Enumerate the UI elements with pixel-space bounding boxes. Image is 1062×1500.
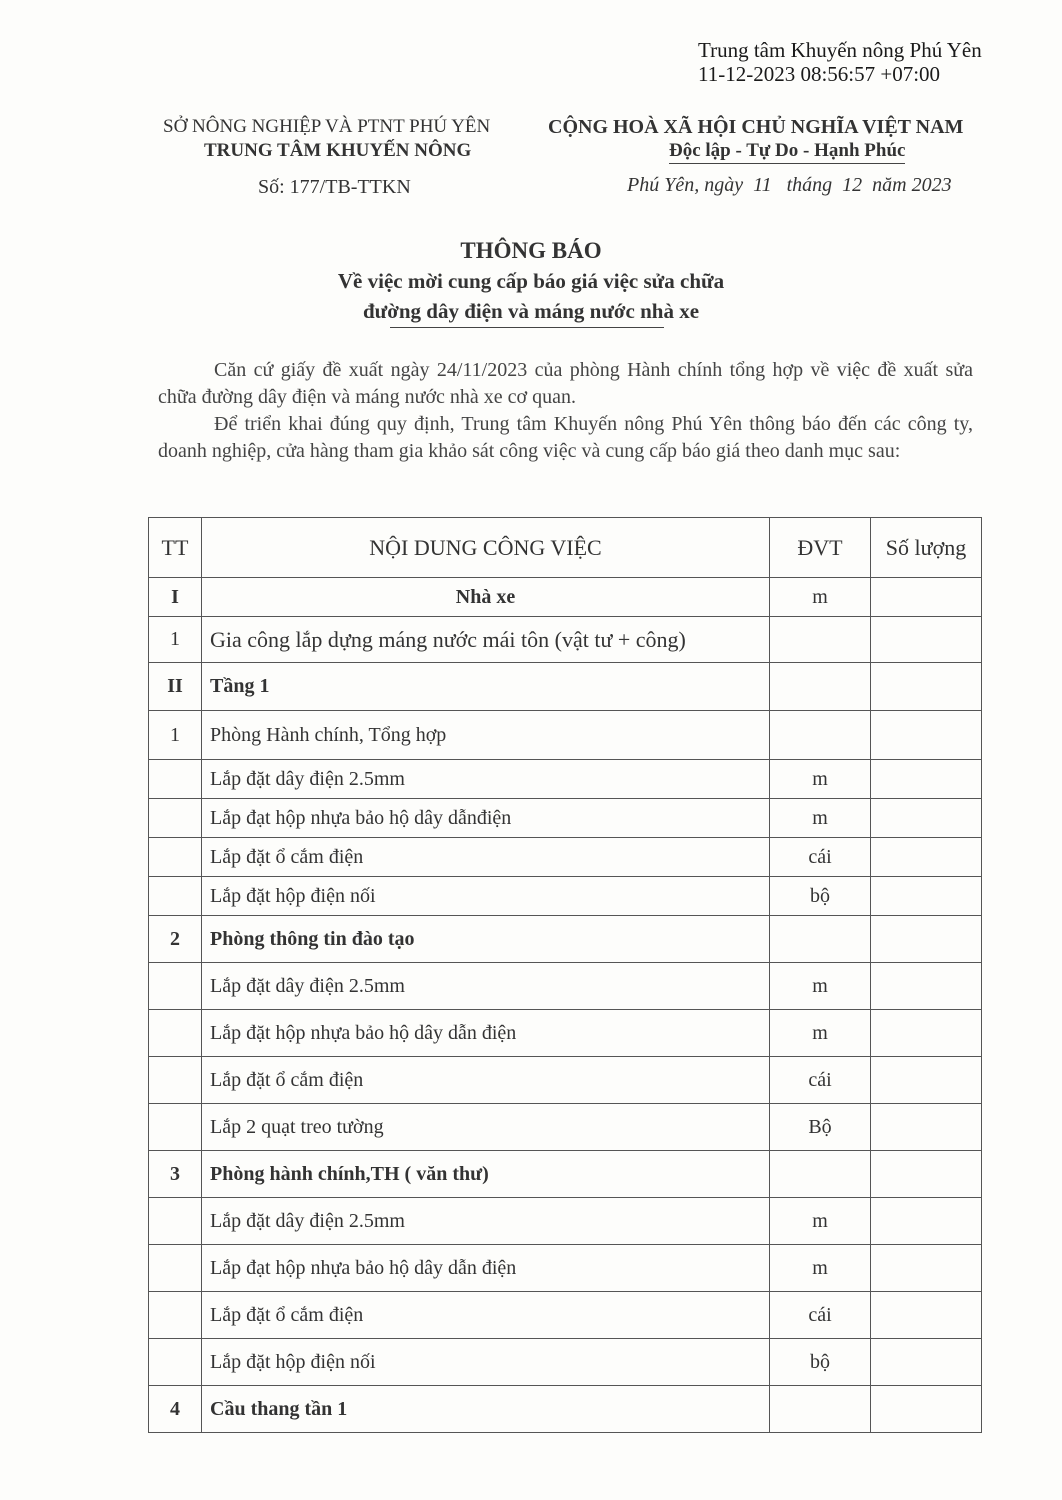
table-row	[149, 1198, 982, 1245]
row-tt	[149, 1198, 202, 1245]
table-row	[149, 1104, 982, 1151]
row-unit: m	[770, 1245, 871, 1292]
row-qty	[871, 760, 982, 799]
row-qty	[871, 1057, 982, 1104]
header-qty: Số lượng	[871, 518, 982, 578]
row-unit	[770, 916, 871, 963]
table-row	[149, 838, 982, 877]
header-unit: ĐVT	[770, 518, 871, 578]
row-tt: 1	[149, 711, 202, 760]
row-tt	[149, 963, 202, 1010]
document-title	[0, 236, 1062, 326]
row-tt: I	[149, 578, 202, 617]
row-unit	[770, 663, 871, 711]
title-sub-2: đường dây điện và máng nước nhà xe	[362, 299, 700, 323]
row-content: Lắp đạt hộp nhựa bảo hộ dây dẫn điện	[202, 1245, 770, 1292]
row-content: Tầng 1	[202, 663, 770, 711]
table-row	[149, 1386, 982, 1433]
row-content: Lắp đặt dây điện 2.5mm	[202, 1198, 770, 1245]
row-qty	[871, 877, 982, 916]
row-tt	[149, 799, 202, 838]
row-unit: m	[770, 963, 871, 1010]
table-row	[149, 799, 982, 838]
row-unit: m	[770, 1198, 871, 1245]
row-content: Lắp đặt dây điện 2.5mm	[202, 963, 770, 1010]
row-qty	[871, 799, 982, 838]
document-number: Số: 177/TB-TTKN	[258, 176, 411, 198]
row-tt: II	[149, 663, 202, 711]
row-unit: m	[770, 799, 871, 838]
row-unit	[770, 1151, 871, 1198]
row-content: Lắp đạt hộp nhựa bảo hộ dây dẫnđiện	[202, 799, 770, 838]
row-qty	[871, 1010, 982, 1057]
row-unit: bộ	[770, 1339, 871, 1386]
row-qty	[871, 663, 982, 711]
title-main: THÔNG BÁO	[460, 238, 602, 263]
row-qty	[871, 963, 982, 1010]
row-content: Gia công lắp dựng máng nước mái tôn (vật tư + công)	[202, 617, 770, 663]
row-content: Phòng thông tin đào tạo	[202, 916, 770, 963]
row-qty	[871, 1104, 982, 1151]
row-unit: bộ	[770, 877, 871, 916]
row-content: Phòng hành chính,TH ( văn thư)	[202, 1151, 770, 1198]
title-underline	[390, 327, 664, 328]
row-unit: cái	[770, 1292, 871, 1339]
document-date: Phú Yên, ngày 11 tháng 12 năm 2023	[627, 174, 952, 196]
row-qty	[871, 1386, 982, 1433]
table-row	[149, 1339, 982, 1386]
row-tt	[149, 1292, 202, 1339]
row-tt	[149, 760, 202, 799]
row-qty	[871, 1245, 982, 1292]
row-tt	[149, 877, 202, 916]
row-tt	[149, 1339, 202, 1386]
row-unit: m	[770, 760, 871, 799]
row-qty	[871, 1339, 982, 1386]
row-unit	[770, 1386, 871, 1433]
row-qty	[871, 916, 982, 963]
work-items-table	[148, 517, 982, 1433]
table-row	[149, 663, 982, 711]
table-row	[149, 1151, 982, 1198]
digital-signature	[698, 38, 982, 86]
row-unit	[770, 617, 871, 663]
row-tt	[149, 1104, 202, 1151]
header-content: NỘI DUNG CÔNG VIỆC	[202, 518, 770, 578]
row-unit: m	[770, 578, 871, 617]
row-tt	[149, 838, 202, 877]
row-content: Lắp đặt ổ cắm điện	[202, 1057, 770, 1104]
row-content: Lắp đặt dây điện 2.5mm	[202, 760, 770, 799]
title-sub-1: Về việc mời cung cấp báo giá việc sửa chữa	[337, 269, 725, 293]
row-content: Cầu thang tần 1	[202, 1386, 770, 1433]
table-row	[149, 963, 982, 1010]
row-unit: m	[770, 1010, 871, 1057]
row-content: Lắp đặt hộp điện nối	[202, 1339, 770, 1386]
signature-org: Trung tâm Khuyến nông Phú Yên	[698, 38, 982, 62]
row-qty	[871, 617, 982, 663]
header-ministry: SỞ NÔNG NGHIỆP VÀ PTNT PHÚ YÊN	[163, 116, 491, 137]
table-row	[149, 877, 982, 916]
header-motto: Độc lập - Tự Do - Hạnh Phúc	[669, 140, 905, 164]
table-row	[149, 711, 982, 760]
row-unit: cái	[770, 838, 871, 877]
row-content: Lắp đặt hộp nhựa bảo hộ dây dẫn điện	[202, 1010, 770, 1057]
row-tt: 4	[149, 1386, 202, 1433]
paragraph-notice: Để triển khai đúng quy định, Trung tâm Khuyến nông Phú Yên thông báo đến các công ty, doanh nghiệp, cửa hàng tham gia khảo sát công việc và cung cấp báo giá theo danh mục sau:	[158, 413, 973, 462]
row-unit: Bộ	[770, 1104, 871, 1151]
row-content: Lắp đặt hộp điện nối	[202, 877, 770, 916]
row-tt	[149, 1010, 202, 1057]
table-header-row	[149, 518, 982, 578]
row-qty	[871, 1198, 982, 1245]
table-row	[149, 617, 982, 663]
row-content: Lắp đặt ổ cắm điện	[202, 838, 770, 877]
row-content: Lắp 2 quạt treo tường	[202, 1104, 770, 1151]
row-qty	[871, 578, 982, 617]
table-row	[149, 1245, 982, 1292]
signature-datetime: 11-12-2023 08:56:57 +07:00	[698, 62, 941, 86]
row-tt: 1	[149, 617, 202, 663]
header-center: TRUNG TÂM KHUYẾN NÔNG	[204, 140, 472, 161]
row-unit	[770, 711, 871, 760]
row-content: Lắp đặt ổ cắm điện	[202, 1292, 770, 1339]
row-qty	[871, 1151, 982, 1198]
row-tt	[149, 1057, 202, 1104]
row-qty	[871, 711, 982, 760]
paragraph-basis: Căn cứ giấy đề xuất ngày 24/11/2023 của phòng Hành chính tổng hợp về việc đề xuất sửa chữa đường dây điện và máng nước nhà xe cơ quan.	[158, 359, 973, 408]
row-content: Nhà xe	[202, 578, 770, 617]
row-tt	[149, 1245, 202, 1292]
table-row	[149, 1057, 982, 1104]
table-row	[149, 578, 982, 617]
row-unit: cái	[770, 1057, 871, 1104]
row-content: Phòng Hành chính, Tổng hợp	[202, 711, 770, 760]
row-tt: 2	[149, 916, 202, 963]
header-country: CỘNG HOÀ XÃ HỘI CHỦ NGHĨA VIỆT NAM	[548, 116, 964, 138]
table-row	[149, 916, 982, 963]
table-row	[149, 1292, 982, 1339]
table-row	[149, 1010, 982, 1057]
table-row	[149, 760, 982, 799]
row-qty	[871, 1292, 982, 1339]
header-tt: TT	[149, 518, 202, 578]
row-tt: 3	[149, 1151, 202, 1198]
row-qty	[871, 838, 982, 877]
